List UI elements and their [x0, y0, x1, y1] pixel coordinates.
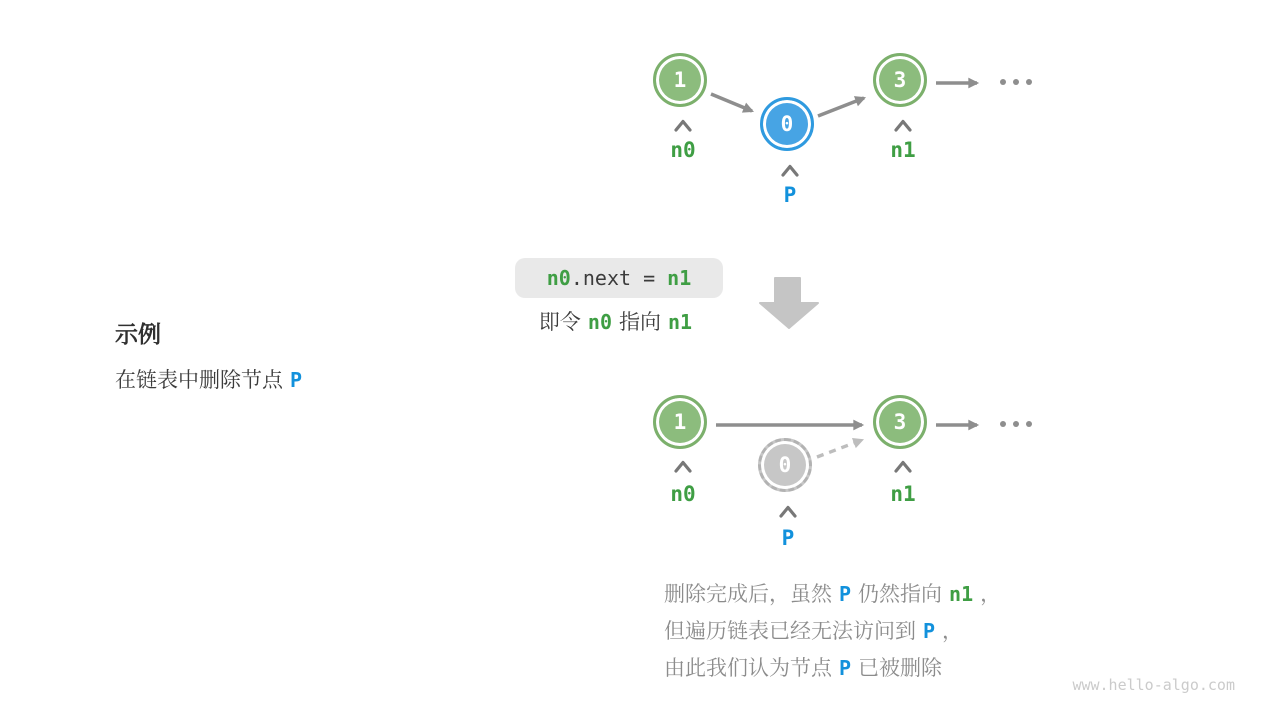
explanation-text: ， — [942, 620, 964, 643]
explanation-text: 已被删除 — [858, 657, 943, 680]
caption-n1: n1 — [668, 310, 693, 334]
example-description-text: 在链表中删除节点 — [115, 369, 283, 392]
pointer-p-label: P — [839, 582, 852, 606]
caption-verb: 指向 — [619, 311, 661, 334]
pointer-caret-icon — [896, 122, 910, 131]
node-value: 1 — [673, 410, 687, 434]
dashed-arrow-p-to-n1 — [817, 440, 862, 457]
pointer-caret-icon — [781, 508, 795, 517]
example-heading: 示例 — [115, 321, 161, 347]
explanation-block — [664, 576, 1001, 687]
pointer-n1-label: n1 — [890, 482, 916, 506]
node-value: 1 — [673, 68, 687, 92]
node-value: 0 — [778, 453, 792, 477]
list-node-p-before — [760, 97, 814, 151]
list-node-3-before — [873, 53, 927, 107]
pointer-p-label: P — [923, 619, 936, 643]
explanation-text: 仍然指向 — [858, 583, 943, 606]
caption-n0: n0 — [587, 310, 612, 334]
pointer-n0-label: n0 — [670, 138, 696, 162]
pointer-caret-icon — [783, 167, 797, 176]
pointer-p-label: P — [290, 368, 303, 392]
code-token-rest: .next = — [570, 266, 668, 290]
explanation-text: ， — [980, 583, 1002, 606]
pointer-caret-icon — [676, 463, 690, 472]
code-token-n1: n1 — [667, 266, 692, 290]
code-token-n0: n0 — [546, 266, 571, 290]
node-value: 0 — [780, 112, 794, 136]
list-node-p-deleted — [758, 438, 812, 492]
site-watermark: www.hello-algo.com — [1072, 676, 1235, 694]
list-node-3-after — [873, 395, 927, 449]
list-node-1-after — [653, 395, 707, 449]
transition-down-arrow-icon — [758, 274, 822, 334]
pointer-n1-label: n1 — [890, 138, 916, 162]
pointer-p-label: P — [783, 183, 797, 207]
list-node-1-before — [653, 53, 707, 107]
pointer-caret-icon — [676, 122, 690, 131]
pointer-n1-label: n1 — [949, 582, 974, 606]
explanation-text: 删除完成后，虽然 — [664, 583, 832, 606]
node-value: 3 — [893, 68, 907, 92]
code-caption — [510, 306, 728, 336]
example-description — [115, 364, 309, 394]
arrow-p-to-n1 — [818, 98, 864, 116]
explanation-line-3 — [664, 650, 1001, 687]
arrow-n0-to-p — [711, 94, 752, 111]
pointer-p-label: P — [839, 656, 852, 680]
pointer-n0-label: n0 — [670, 482, 696, 506]
pointer-caret-icon — [896, 463, 910, 472]
explanation-text: 由此我们认为节点 — [664, 657, 832, 680]
explanation-text: 但遍历链表已经无法访问到 — [664, 620, 916, 643]
caption-prefix: 即令 — [538, 311, 581, 334]
ellipsis-dots — [1000, 421, 1032, 427]
node-value: 3 — [893, 410, 907, 434]
ellipsis-dots — [1000, 79, 1032, 85]
explanation-line-1 — [664, 576, 1001, 613]
pointer-p-label: P — [781, 526, 795, 550]
explanation-line-2 — [664, 613, 1001, 650]
code-snippet-box — [515, 258, 723, 298]
